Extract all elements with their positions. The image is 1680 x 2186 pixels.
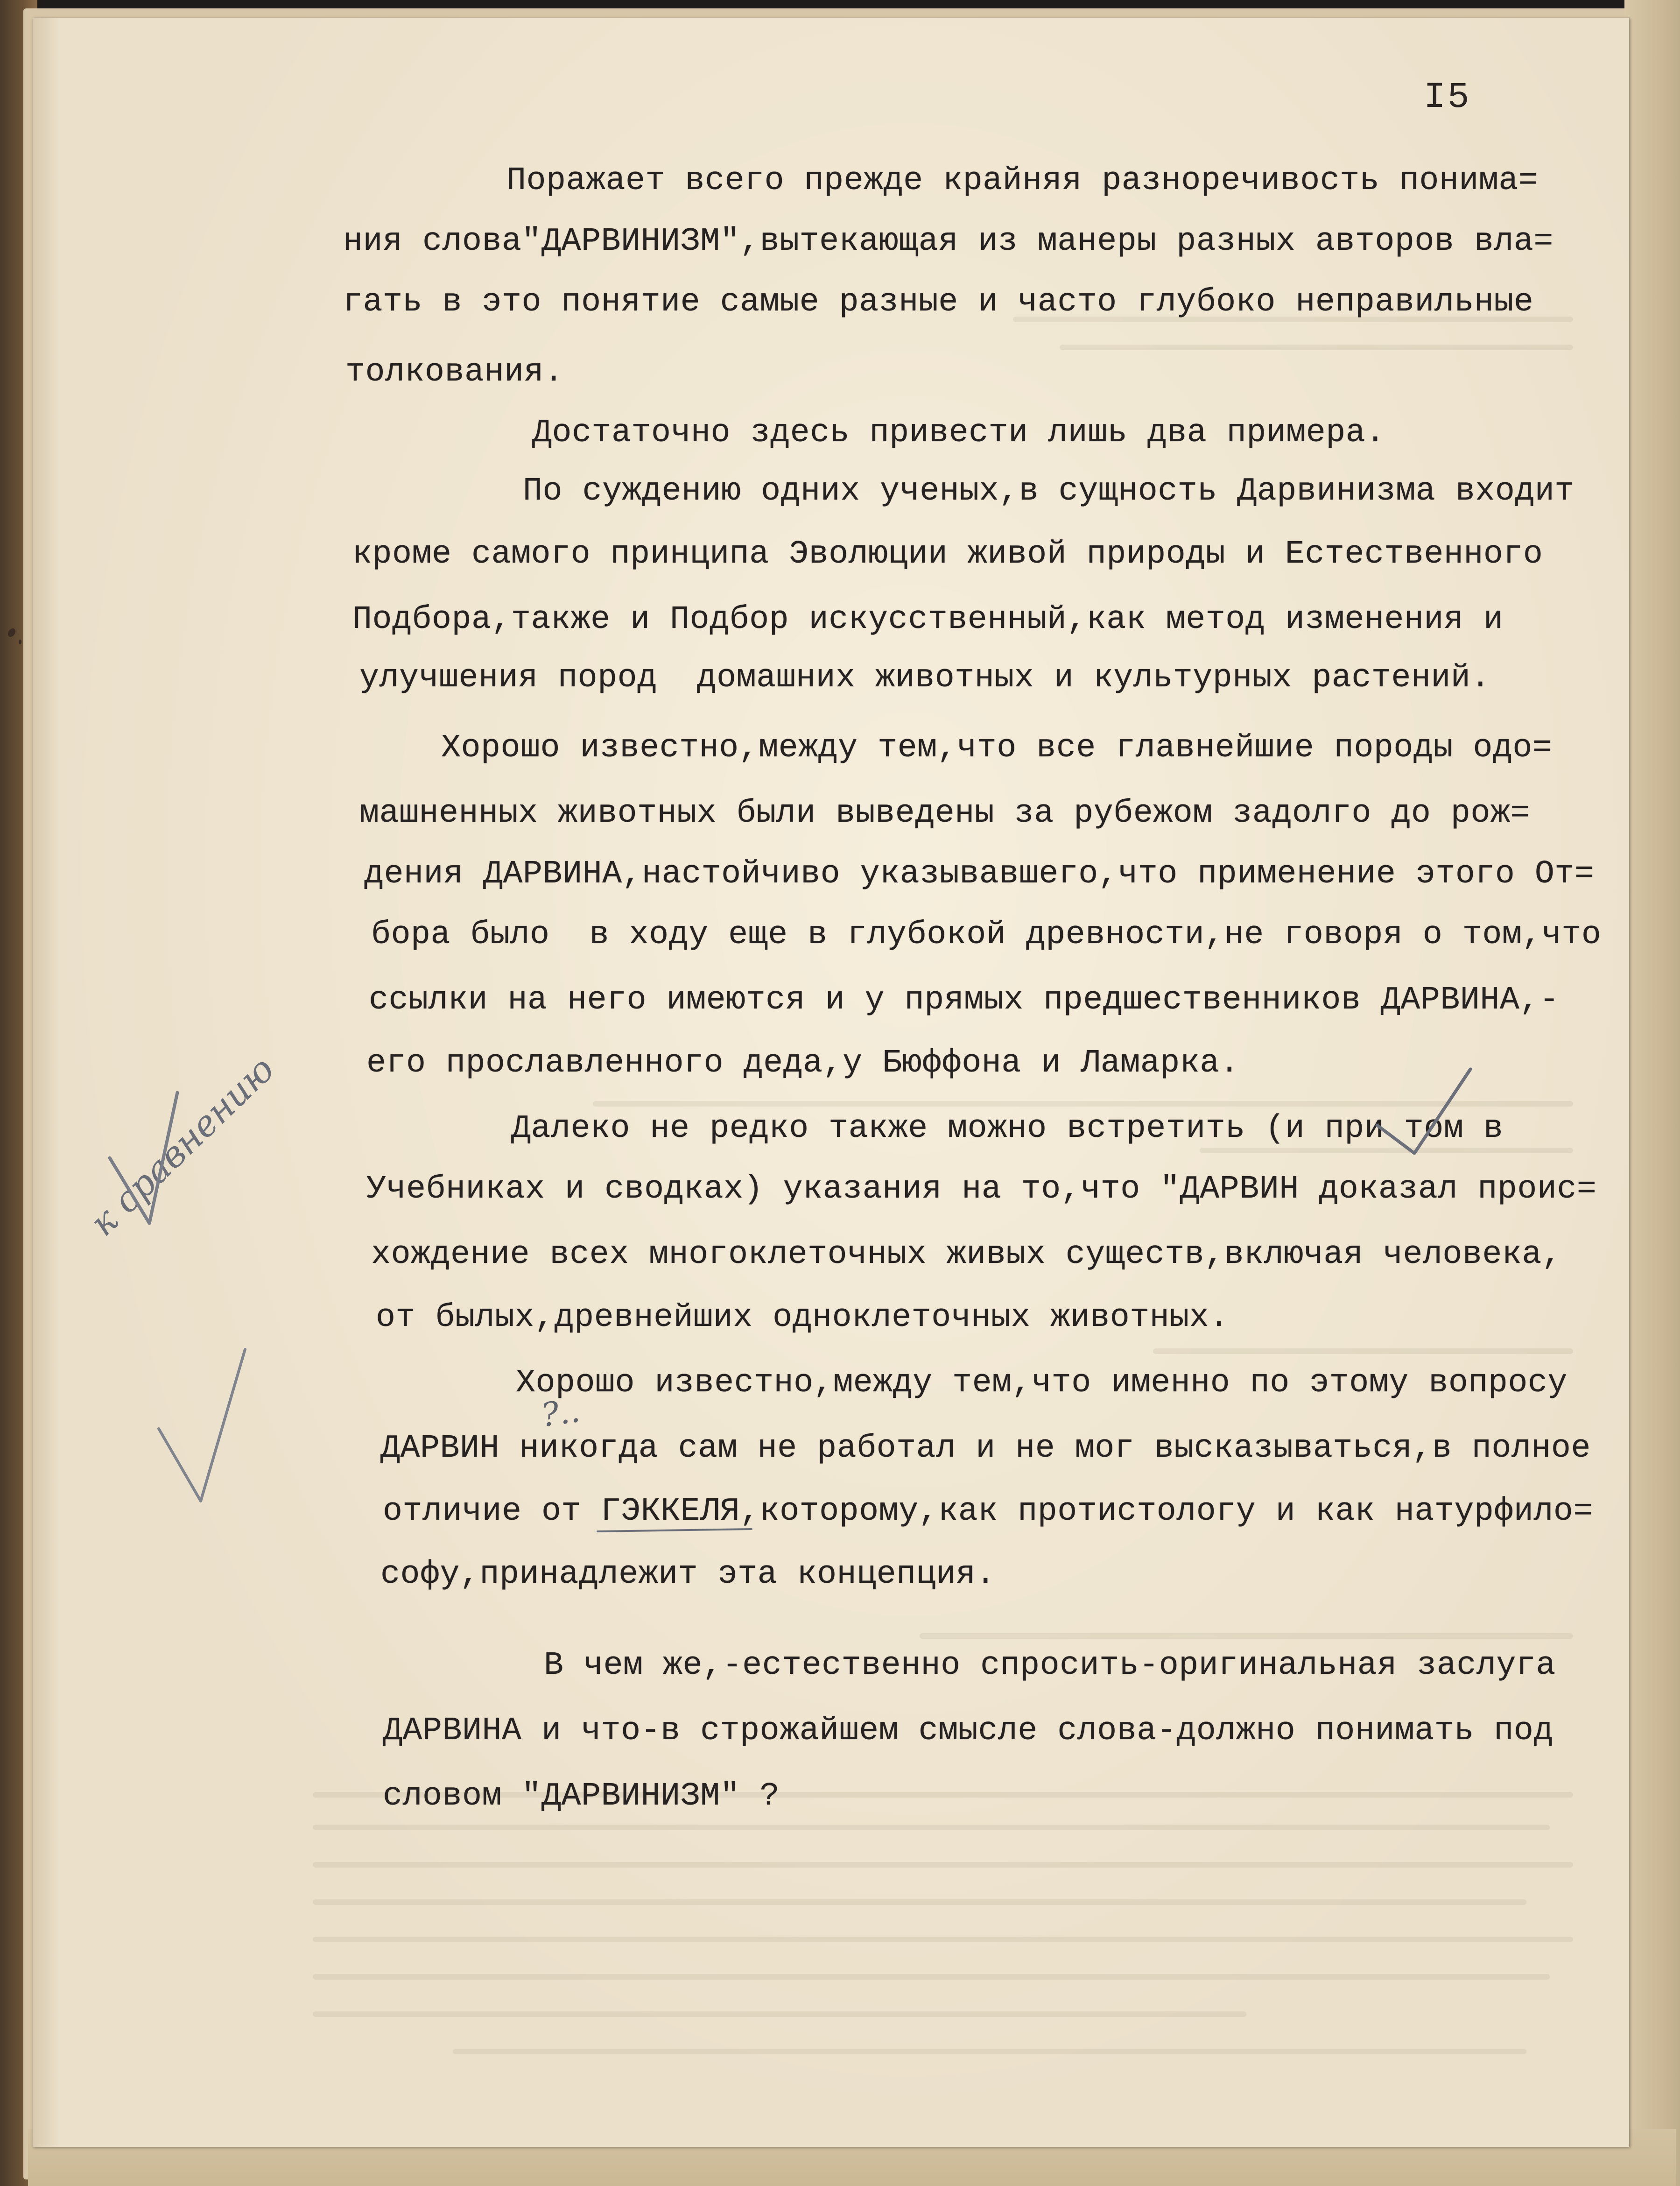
text-line: его прославленного деда,у Бюффона и Ламарка. (366, 1045, 1240, 1082)
text-line: толкования. (345, 354, 564, 391)
text-line: хождение всех многоклеточных живых существ,включая человека, (371, 1236, 1562, 1273)
text-line: от былых,древнейших одноклеточных животных. (376, 1299, 1229, 1336)
text-line: Учебниках и сводках) указания на то,что "ДАРВИН доказал проис= (366, 1171, 1597, 1208)
margin-handwritten-note: к сравнению (82, 1048, 282, 1244)
show-through (313, 1937, 1573, 1942)
text-line: бора было в ходу еще в глубокой древности,не говоря о том,что (371, 917, 1602, 953)
show-through (313, 1825, 1550, 1830)
text-line: гать в это понятие самые разные и часто глубоко неправильные (343, 284, 1534, 321)
text-line: отличие от ГЭККЕЛЯ,которому,как протистологу и как натурфило= (383, 1493, 1593, 1530)
show-through (313, 1899, 1526, 1905)
text-line: По суждению одних ученых,в сущность Дарвинизма входит (523, 473, 1575, 510)
show-through (453, 2049, 1526, 2054)
text-line: машненных животных были выведены за рубежом задолго до рож= (359, 795, 1530, 832)
text-line: софу,принадлежит эта концепция. (380, 1556, 996, 1593)
text-line: ния слова"ДАРВИНИЗМ",вытекающая из манеры разных авторов вла= (343, 223, 1553, 260)
underlying-sheet-edge-right (1624, 0, 1680, 2186)
pencil-note-above-haeckel: ?.. (539, 1391, 583, 1435)
text-line: улучшения пород домашних животных и культурных растений. (359, 660, 1490, 697)
show-through (920, 1633, 1573, 1639)
text-line: Подбора,также и Подбор искусственный,как метод изменения и (352, 601, 1504, 638)
text-line: ссылки на него имеются и у прямых предшественников ДАРВИНА,- (369, 982, 1560, 1019)
show-through (313, 1974, 1550, 1980)
text-line: Далеко не редко также можно встретить (и при том в (511, 1110, 1504, 1147)
text-line: Достаточно здесь привести лишь два примера. (532, 415, 1385, 451)
show-through (313, 1862, 1573, 1868)
page-number: I5 (1424, 77, 1471, 118)
text-line: Хорошо известно,между тем,что именно по этому вопросу (516, 1365, 1568, 1402)
text-line: В чем же,-естественно спросить-оригинальная заслуга (544, 1647, 1556, 1684)
show-through (1060, 345, 1573, 350)
text-line: кроме самого принципа Эволюции живой природы и Естественного (352, 536, 1543, 573)
show-through (593, 1101, 1573, 1107)
text-line: Поражает всего прежде крайняя разноречивость понима= (506, 162, 1539, 199)
show-through (1153, 1348, 1573, 1354)
text-line: Хорошо известно,между тем,что все главнейшие породы одо= (441, 730, 1553, 767)
text-line: словом "ДАРВИНИЗМ" ? (383, 1778, 780, 1815)
text-line: ДАРВИН никогда сам не работал и не мог высказываться,в полное (380, 1430, 1591, 1467)
text-line: ДАРВИНА и что-в строжайшем смысле слова-должно понимать под (383, 1713, 1553, 1749)
show-through (313, 2011, 1246, 2017)
binding-hole-mark (19, 640, 21, 644)
text-line: дения ДАРВИНА,настойчиво указывавшего,что применение этого От= (364, 856, 1595, 893)
